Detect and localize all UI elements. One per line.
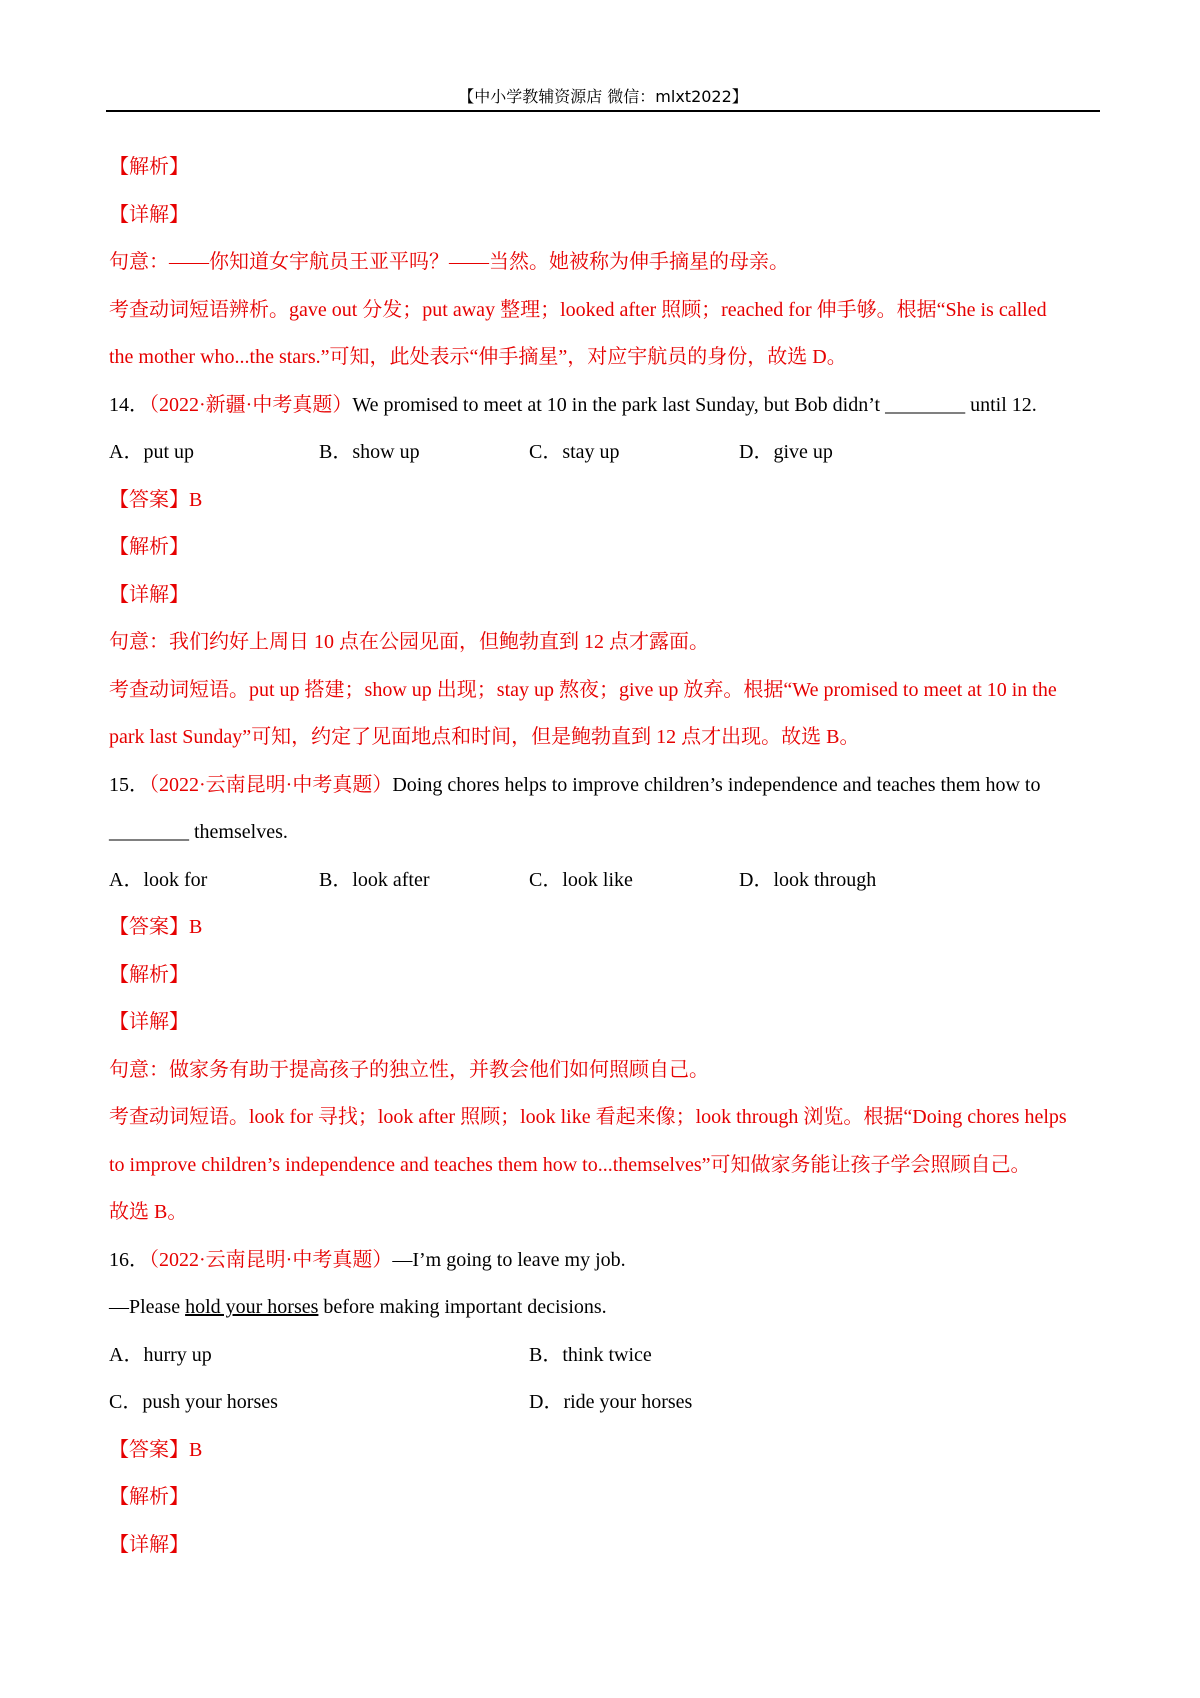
q16-option-a: A．hurry up — [109, 1343, 212, 1366]
q15-jiexi-label: 【解析】 — [109, 963, 189, 986]
q14-option-c: C．stay up — [529, 441, 620, 463]
q14-option-a: A．put up — [109, 441, 194, 463]
q14-xiangjie-label: 【详解】 — [109, 583, 189, 606]
q15-analysis-line-3: 故选 B。 — [109, 1201, 188, 1223]
q16-stem-post: before making important decisions. — [318, 1296, 607, 1318]
q15-number: 15． — [109, 773, 149, 796]
q14-stem — [109, 382, 1099, 430]
q16-answer: 【答案】B — [109, 1438, 203, 1461]
q15-option-d: D．look through — [739, 868, 877, 891]
q16-option-b: B．think twice — [529, 1343, 652, 1366]
q13-analysis-line-2: the mother who...the stars.”可知，此处表示“伸手摘星”，对应宇航员的身份，故选 D。 — [109, 346, 847, 368]
q14-stem-text: We promised to meet at 10 in the park last Sunday, but Bob didn’t ________ until 12. — [352, 393, 1037, 416]
q15-options — [109, 857, 1099, 905]
page-content — [109, 144, 1099, 1569]
q14-analysis-line-2: park last Sunday”可知，约定了见面地点和时间，但是鲍勃直到 12 点才出现。故选 B。 — [109, 726, 860, 748]
q16-options-row-2 — [109, 1379, 1099, 1427]
q14-jiexi-label: 【解析】 — [109, 536, 189, 558]
q15-option-b: B．look after — [319, 868, 430, 891]
q15-option-c: C．look like — [529, 868, 633, 891]
q16-option-d: D．ride your horses — [529, 1391, 693, 1413]
q15-xiangjie-label: 【详解】 — [109, 1011, 189, 1033]
q15-analysis-line-2: to improve children’s independence and teaches them how to...themselves”可知做家务能让孩子学会照顾自己。 — [109, 1153, 1031, 1176]
q16-stem-line-2 — [109, 1284, 1099, 1332]
q15-stem — [109, 762, 1099, 810]
header-rule — [106, 110, 1100, 112]
q16-jiexi-label: 【解析】 — [109, 1486, 189, 1508]
q16-options-row-1 — [109, 1332, 1099, 1380]
q16-source: （2022·云南昆明·中考真题） — [149, 1248, 393, 1271]
q15-source: （2022·云南昆明·中考真题） — [149, 773, 393, 796]
q14-answer: 【答案】B — [109, 488, 203, 511]
q14-options — [109, 429, 1099, 477]
q15-meaning: 句意：做家务有助于提高孩子的独立性，并教会他们如何照顾自己。 — [109, 1058, 709, 1081]
q13-analysis-line-1: 考查动词短语辨析。gave out 分发；put away 整理；looked after 照顾；reached for 伸手够。根据“She is called — [109, 298, 1047, 321]
q14-meaning: 句意：我们约好上周日 10 点在公园见面，但鲍勃直到 12 点才露面。 — [109, 631, 709, 653]
q15-answer: 【答案】B — [109, 916, 203, 938]
q16-underlined-phrase: hold your horses — [185, 1296, 319, 1318]
q16-stem-text-1: —I’m going to leave my job. — [392, 1248, 626, 1271]
q15-option-a: A．look for — [109, 868, 208, 891]
page-header: 【中小学教辅资源店 微信：mlxt2022】 — [458, 87, 748, 106]
q13-meaning: 句意：——你知道女宇航员王亚平吗？——当然。她被称为伸手摘星的母亲。 — [109, 251, 789, 273]
q15-analysis-line-1: 考查动词短语。look for 寻找；look after 照顾；look like 看起来像；look through 浏览。根据“Doing chores helps — [109, 1106, 1067, 1128]
q14-source: （2022·新疆·中考真题） — [149, 393, 353, 416]
q13-jiexi-label: 【解析】 — [109, 156, 189, 178]
q16-stem — [109, 1237, 1099, 1285]
q14-analysis-line-1: 考查动词短语。put up 搭建；show up 出现；stay up 熬夜；give up 放弃。根据“We promised to meet at 10 in the — [109, 678, 1057, 701]
q15-stem-text-1: Doing chores helps to improve children’s independence and teaches them how to — [392, 773, 1041, 796]
q16-option-c: C．push your horses — [109, 1391, 278, 1413]
q14-option-d: D．give up — [739, 441, 833, 463]
q16-number: 16． — [109, 1248, 149, 1271]
q16-xiangjie-label: 【详解】 — [109, 1533, 189, 1556]
q15-stem-line-2: ________ themselves. — [109, 821, 288, 843]
q13-xiangjie-label: 【详解】 — [109, 203, 189, 226]
q16-stem-pre: —Please — [109, 1296, 186, 1318]
q14-option-b: B．show up — [319, 441, 420, 463]
q14-number: 14． — [109, 393, 149, 416]
